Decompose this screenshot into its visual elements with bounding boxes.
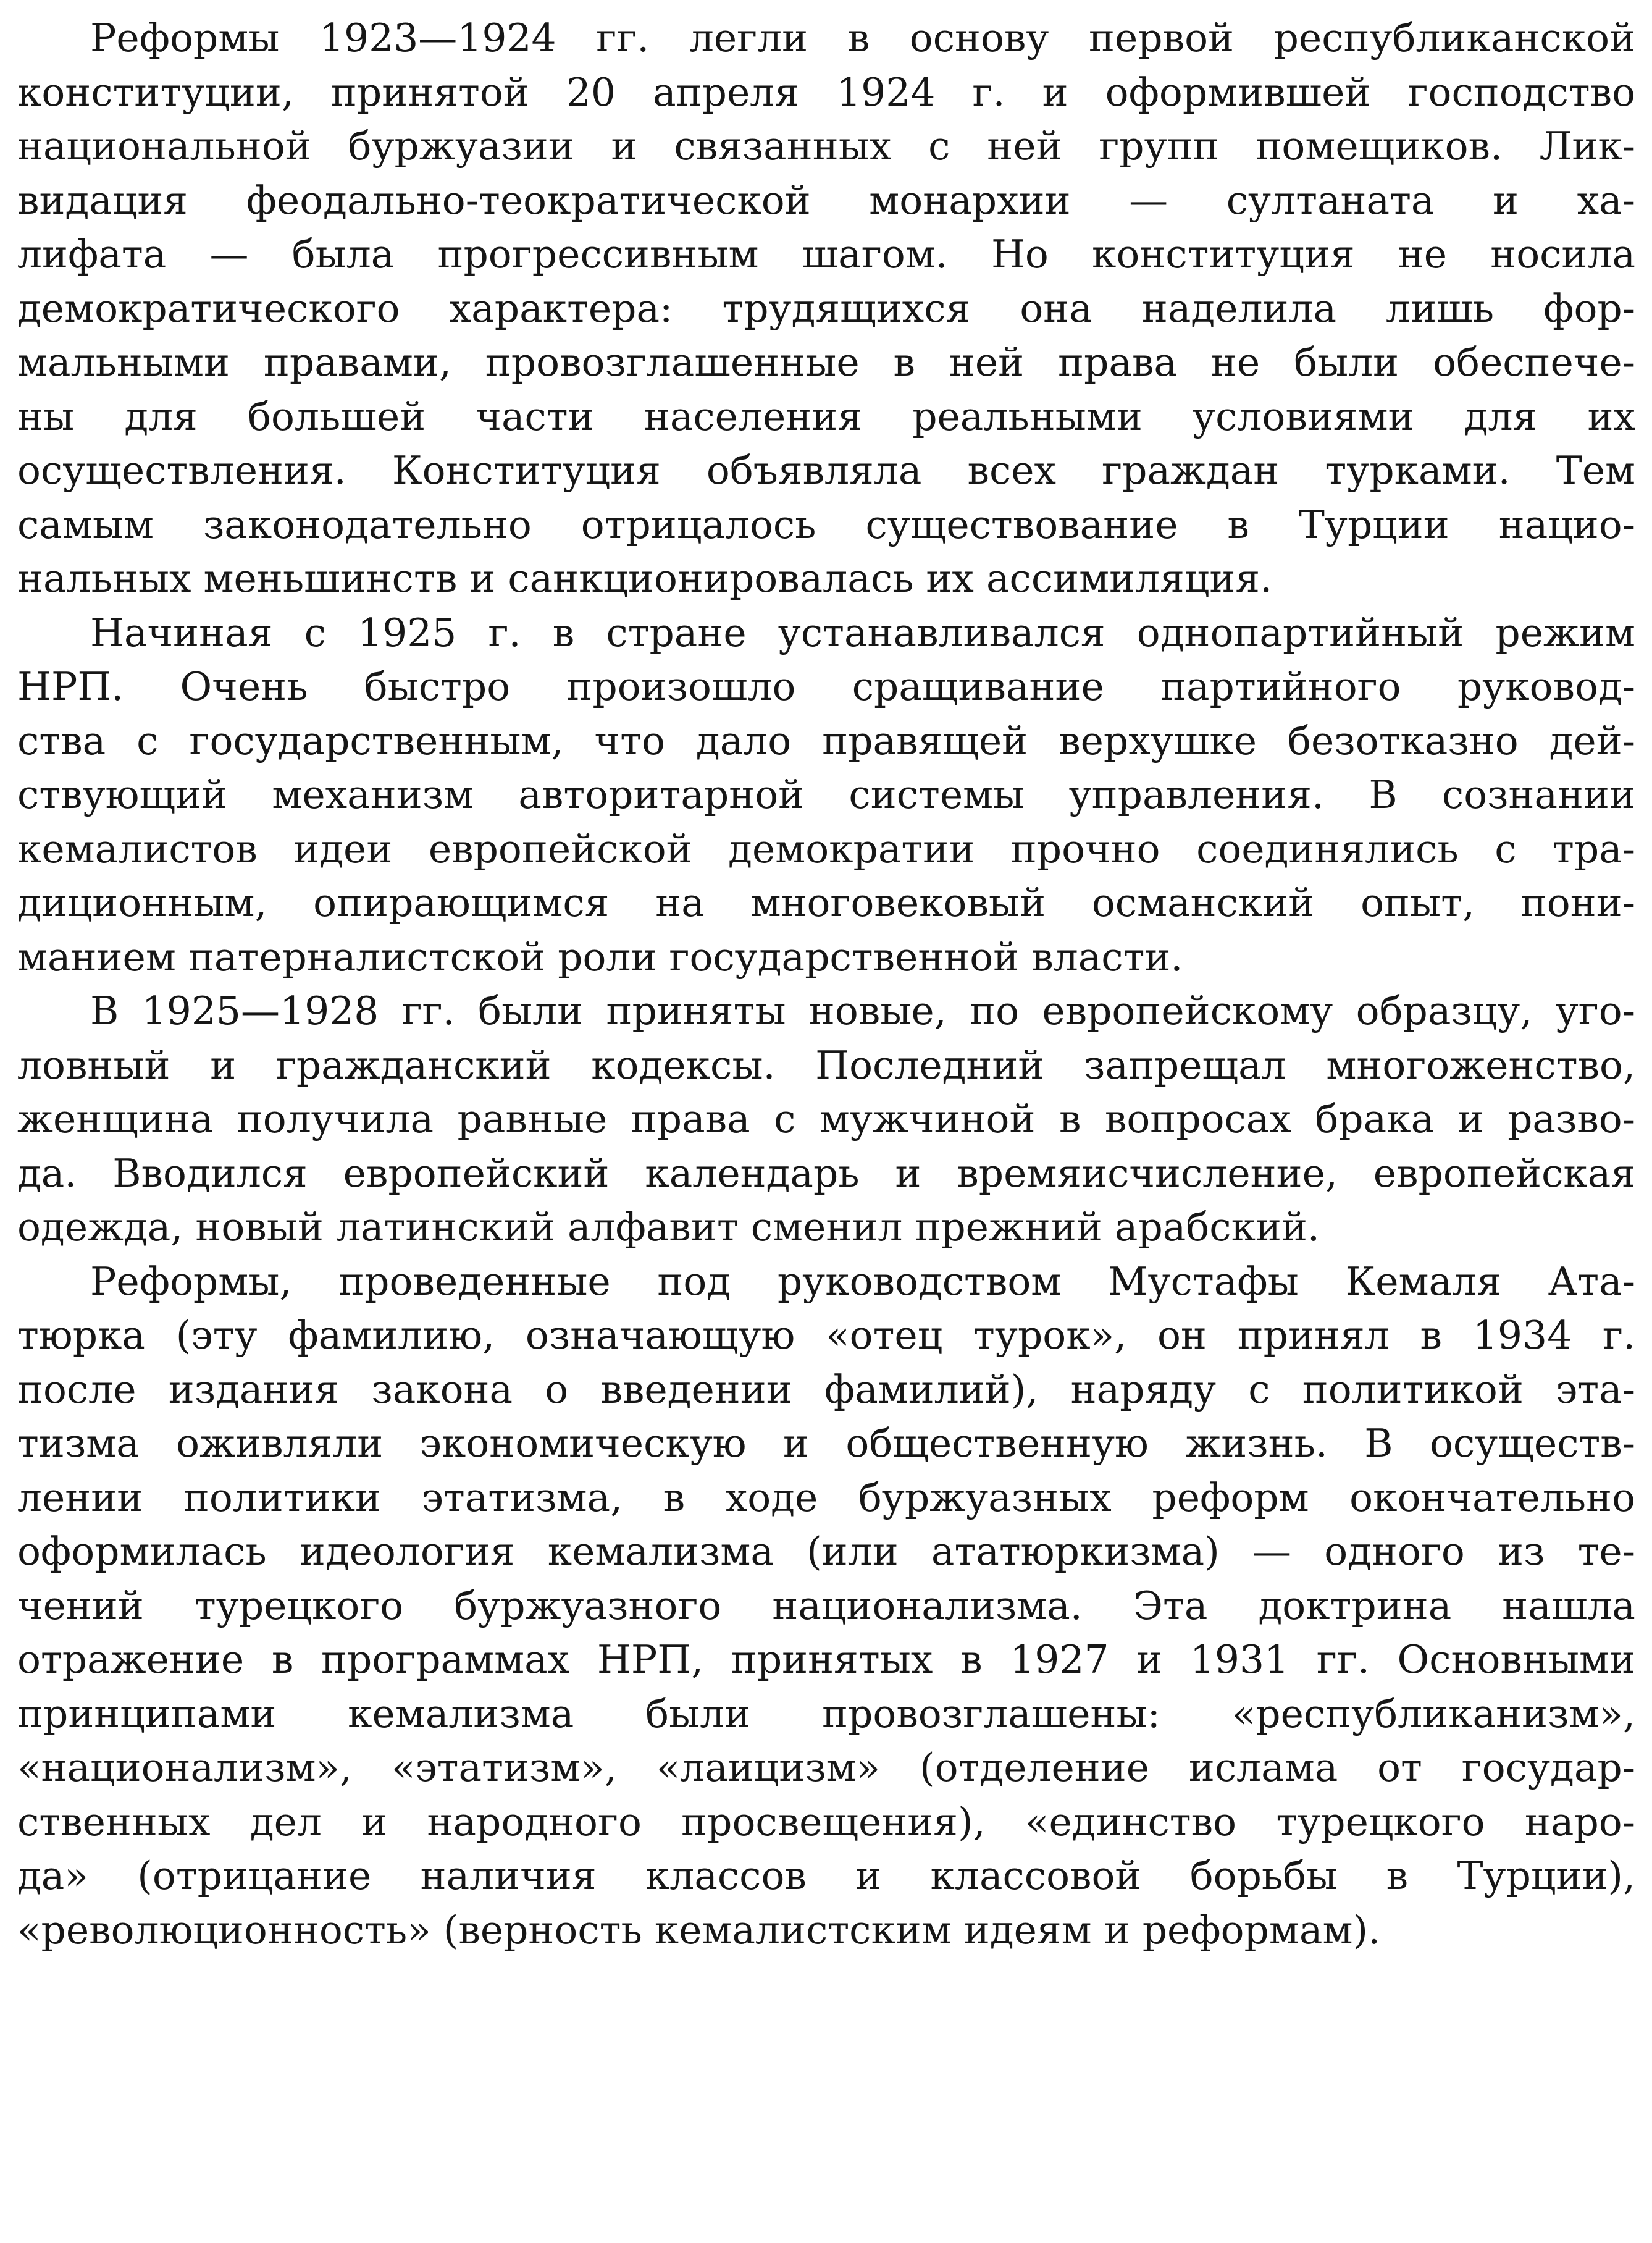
- text-line: Реформы 1923—1924 гг. легли в основу первой республиканской: [90, 15, 1635, 61]
- paragraph-3: [17, 984, 1635, 1255]
- text-line: «революционность» (верность кемалистским идеям и реформам).: [17, 1907, 1381, 1953]
- text-line: да. Вводился европейский календарь и времяисчисление, европейская: [17, 1150, 1635, 1196]
- text-line: манием патерналистской роли государственной власти.: [17, 934, 1183, 980]
- text-line: НРП. Очень быстро произошло сращивание партийного руковод-: [17, 664, 1635, 709]
- text-line: одежда, новый латинский алфавит сменил прежний арабский.: [17, 1205, 1320, 1250]
- text-line: тюрка (эту фамилию, означающую «отец турок», он принял в 1934 г.: [17, 1313, 1635, 1358]
- text-line: ловный и гражданский кодексы. Последний запрещал многоженство,: [17, 1042, 1635, 1088]
- paragraph-2: [17, 606, 1635, 985]
- text-line: да» (отрицание наличия классов и классовой борьбы в Турции),: [17, 1853, 1635, 1898]
- text-line: оформилась идеология кемализма (или ататюркизма) — одного из те-: [17, 1529, 1635, 1574]
- text-line: чений турецкого буржуазного национализма. Эта доктрина нашла: [17, 1583, 1635, 1628]
- text-line: видация феодально-теократической монархии — султаната и ха-: [17, 177, 1635, 223]
- text-line: ны для большей части населения реальными условиями для их: [17, 393, 1635, 439]
- text-line: принципами кемализма были провозглашены: «республиканизм»,: [17, 1691, 1635, 1736]
- text-line: ственных дел и народного просвещения), «единство турецкого наро-: [17, 1799, 1635, 1845]
- text-line: мальными правами, провозглашенные в ней права не были обеспече-: [17, 340, 1635, 385]
- text-line: конституции, принятой 20 апреля 1924 г. и оформившей господство: [17, 69, 1635, 115]
- text-line: отражение в программах НРП, принятых в 1927 и 1931 гг. Основными: [17, 1637, 1635, 1682]
- paragraph-1: [17, 11, 1635, 606]
- text-line: самым законодательно отрицалось существование в Турции нацио-: [17, 502, 1635, 547]
- text-line: женщина получила равные права с мужчиной в вопросах брака и разво-: [17, 1096, 1635, 1142]
- text-line: Реформы, проведенные под руководством Мустафы Кемаля Ата-: [90, 1258, 1635, 1304]
- text-line: В 1925—1928 гг. были приняты новые, по европейскому образцу, уго-: [90, 988, 1635, 1033]
- text-line: лифата — была прогрессивным шагом. Но конституция не носила: [17, 232, 1635, 277]
- text-line: кемалистов идеи европейской демократии прочно соединялись с тра-: [17, 826, 1635, 872]
- text-line: демократического характера: трудящихся она наделила лишь фор-: [17, 285, 1635, 331]
- text-line: «национализм», «этатизм», «лаицизм» (отделение ислама от государ-: [17, 1745, 1635, 1790]
- paragraph-4: [17, 1255, 1635, 1958]
- text-line: нальных меньшинств и санкционировалась их ассимиляция.: [17, 556, 1273, 601]
- text-line: Начиная с 1925 г. в стране устанавливался однопартийный режим: [90, 610, 1635, 655]
- text-line: после издания закона о введении фамилий), наряду с политикой эта-: [17, 1366, 1635, 1412]
- text-line: диционным, опирающимся на многовековый османский опыт, пони-: [17, 880, 1635, 925]
- document-page: [17, 11, 1635, 1957]
- text-line: осуществления. Конституция объявляла всех граждан турками. Тем: [17, 448, 1635, 493]
- text-line: тизма оживляли экономическую и общественную жизнь. В осуществ-: [17, 1421, 1635, 1466]
- text-line: лении политики этатизма, в ходе буржуазных реформ окончательно: [17, 1475, 1635, 1520]
- text-line: национальной буржуазии и связанных с ней групп помещиков. Лик-: [17, 124, 1635, 169]
- text-line: ства с государственным, что дало правящей верхушке безотказно дей-: [17, 718, 1635, 764]
- text-line: ствующий механизм авторитарной системы управления. В сознании: [17, 772, 1635, 817]
